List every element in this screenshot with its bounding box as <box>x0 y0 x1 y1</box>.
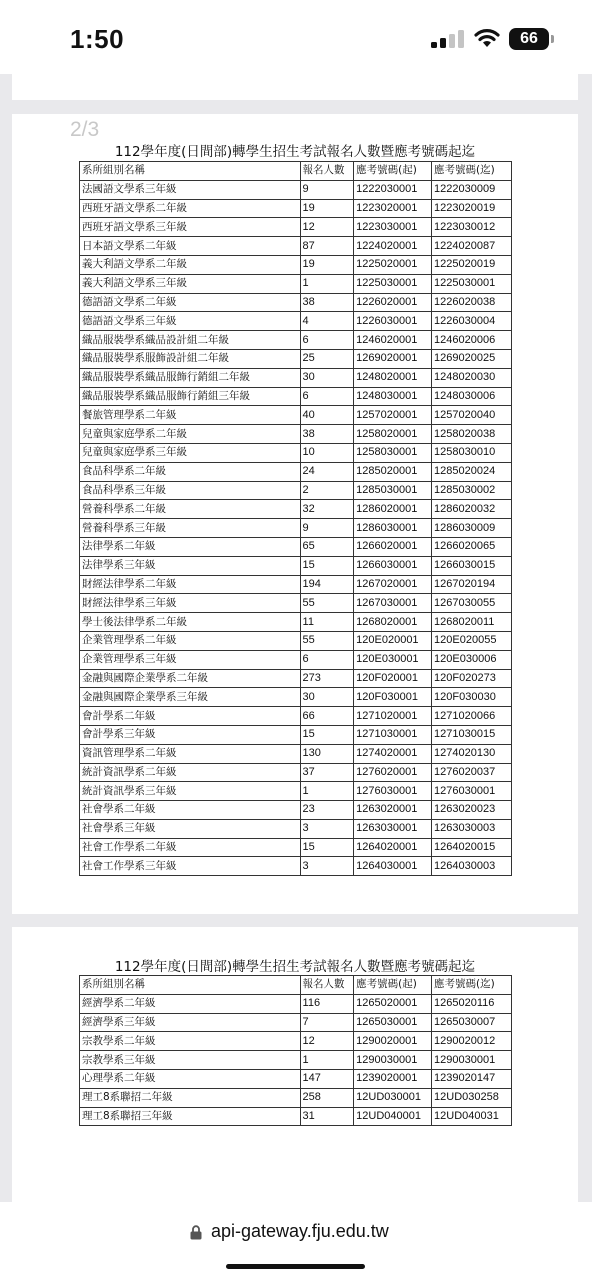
table-cell: 120E020001 <box>354 631 432 650</box>
table-cell: 55 <box>300 631 354 650</box>
home-indicator[interactable] <box>226 1264 365 1269</box>
table-cell: 120F030001 <box>354 688 432 707</box>
table-cell: 258 <box>300 1088 354 1107</box>
cellular-signal-icon <box>431 30 465 48</box>
table-cell: 法國語文學系三年級 <box>80 180 301 199</box>
table-row <box>80 368 512 387</box>
table-cell: 55 <box>300 594 354 613</box>
table-cell: 營養科學系三年級 <box>80 519 301 538</box>
table-row <box>80 519 512 538</box>
pdf-page-1-bottom <box>12 74 578 100</box>
table-row <box>80 218 512 237</box>
table-row <box>80 1013 512 1032</box>
table-row <box>80 349 512 368</box>
table-cell: 企業管理學系三年級 <box>80 650 301 669</box>
registration-table-body <box>80 162 512 876</box>
table-cell: 1225020001 <box>354 255 432 274</box>
table-cell: 1276020037 <box>432 763 512 782</box>
column-header: 系所組別名稱 <box>80 976 301 995</box>
table-cell: 1 <box>300 274 354 293</box>
table-cell: 1258030001 <box>354 443 432 462</box>
table-cell: 織品服裝學系服飾設計組二年級 <box>80 349 301 368</box>
table-row <box>80 199 512 218</box>
table-cell: 10 <box>300 443 354 462</box>
table-row <box>80 425 512 444</box>
table-cell: 1265020001 <box>354 994 432 1013</box>
table-cell: 1223030001 <box>354 218 432 237</box>
table-cell: 1257020001 <box>354 406 432 425</box>
table-cell: 1222030009 <box>432 180 512 199</box>
table-cell: 社會學系二年級 <box>80 801 301 820</box>
table-cell: 3 <box>300 857 354 876</box>
table-row <box>80 180 512 199</box>
table-cell: 1286030001 <box>354 519 432 538</box>
table-cell: 兒童與家庭學系三年級 <box>80 443 301 462</box>
table-row <box>80 537 512 556</box>
table-cell: 11 <box>300 613 354 632</box>
table-row <box>80 1032 512 1051</box>
table-cell: 19 <box>300 199 354 218</box>
table-cell: 15 <box>300 556 354 575</box>
table-row <box>80 575 512 594</box>
table-row <box>80 631 512 650</box>
table-cell: 1226030001 <box>354 312 432 331</box>
table-cell: 32 <box>300 500 354 519</box>
table-cell: 1263020001 <box>354 801 432 820</box>
table-cell: 37 <box>300 763 354 782</box>
table-cell: 餐旅管理學系二年級 <box>80 406 301 425</box>
table-cell: 1271020066 <box>432 707 512 726</box>
table-cell: 1224020087 <box>432 237 512 256</box>
table-cell: 1226020038 <box>432 293 512 312</box>
table-cell: 1225020019 <box>432 255 512 274</box>
table-cell: 日本語文學系二年級 <box>80 237 301 256</box>
table-cell: 25 <box>300 349 354 368</box>
table-cell: 1267030001 <box>354 594 432 613</box>
table-cell: 1267020001 <box>354 575 432 594</box>
table-cell: 1263030001 <box>354 819 432 838</box>
table-cell: 西班牙語文學系三年級 <box>80 218 301 237</box>
table-cell: 1239020001 <box>354 1069 432 1088</box>
pdf-viewer[interactable] <box>0 74 592 1202</box>
table-cell: 食品科學系三年級 <box>80 481 301 500</box>
table-cell: 理工8系聯招二年級 <box>80 1088 301 1107</box>
table-cell: 西班牙語文學系二年級 <box>80 199 301 218</box>
registration-table <box>79 975 512 1126</box>
battery-icon <box>509 28 555 50</box>
table-row <box>80 994 512 1013</box>
table-row <box>80 1088 512 1107</box>
table-row <box>80 613 512 632</box>
table-cell: 1248020001 <box>354 368 432 387</box>
table-cell: 1 <box>300 782 354 801</box>
table-row <box>80 857 512 876</box>
table-cell: 金融與國際企業學系二年級 <box>80 669 301 688</box>
table-cell: 1264030003 <box>432 857 512 876</box>
table-cell: 23 <box>300 801 354 820</box>
pdf-page-3 <box>12 927 578 1202</box>
table-row <box>80 819 512 838</box>
table-cell: 120F020001 <box>354 669 432 688</box>
table-cell: 2 <box>300 481 354 500</box>
table-cell: 19 <box>300 255 354 274</box>
table-cell: 德語語文學系三年級 <box>80 312 301 331</box>
table-row <box>80 838 512 857</box>
registration-table-body <box>80 976 512 1126</box>
table-cell: 38 <box>300 293 354 312</box>
table-cell: 1248030001 <box>354 387 432 406</box>
table-cell: 38 <box>300 425 354 444</box>
table-row <box>80 293 512 312</box>
table-cell: 12UD040001 <box>354 1107 432 1126</box>
table-cell: 1265030007 <box>432 1013 512 1032</box>
table-cell: 1223020019 <box>432 199 512 218</box>
table-row <box>80 707 512 726</box>
table-cell: 1263030003 <box>432 819 512 838</box>
table-cell: 食品科學系二年級 <box>80 462 301 481</box>
table-cell: 1276030001 <box>432 782 512 801</box>
table-cell: 1258020038 <box>432 425 512 444</box>
table-row <box>80 406 512 425</box>
table-cell: 31 <box>300 1107 354 1126</box>
table-cell: 1225030001 <box>432 274 512 293</box>
table-row <box>80 744 512 763</box>
table-cell: 4 <box>300 312 354 331</box>
table-cell: 會計學系三年級 <box>80 725 301 744</box>
table-cell: 心理學系二年級 <box>80 1069 301 1088</box>
table-cell: 1222030001 <box>354 180 432 199</box>
table-cell: 40 <box>300 406 354 425</box>
table-row <box>80 312 512 331</box>
table-cell: 1226020001 <box>354 293 432 312</box>
table-cell: 織品服裝學系織品設計組二年級 <box>80 331 301 350</box>
table-cell: 120E030001 <box>354 650 432 669</box>
table-cell: 1285030001 <box>354 481 432 500</box>
battery-cap <box>551 35 554 43</box>
table-cell: 120F020273 <box>432 669 512 688</box>
table-cell: 1271030015 <box>432 725 512 744</box>
table-cell: 金融與國際企業學系三年級 <box>80 688 301 707</box>
table-cell: 1290020012 <box>432 1032 512 1051</box>
table-cell: 1286020032 <box>432 500 512 519</box>
column-header: 報名人數 <box>300 976 354 995</box>
table-cell: 9 <box>300 180 354 199</box>
table-cell: 1276030001 <box>354 782 432 801</box>
table-cell: 1266020001 <box>354 537 432 556</box>
table-cell: 24 <box>300 462 354 481</box>
table-cell: 宗教學系三年級 <box>80 1051 301 1070</box>
table-cell: 經濟學系二年級 <box>80 994 301 1013</box>
table-cell: 130 <box>300 744 354 763</box>
table-cell: 1246020006 <box>432 331 512 350</box>
table-cell: 12UD030001 <box>354 1088 432 1107</box>
table-cell: 1271030001 <box>354 725 432 744</box>
table-row <box>80 650 512 669</box>
table-cell: 1266020065 <box>432 537 512 556</box>
table-row <box>80 387 512 406</box>
column-header: 應考號碼(迄) <box>432 162 512 181</box>
table-cell: 1223020001 <box>354 199 432 218</box>
table-cell: 147 <box>300 1069 354 1088</box>
table-cell: 統計資訊學系二年級 <box>80 763 301 782</box>
table-cell: 1290030001 <box>354 1051 432 1070</box>
table-cell: 統計資訊學系三年級 <box>80 782 301 801</box>
column-header: 應考號碼(迄) <box>432 976 512 995</box>
pdf-page-2 <box>12 114 578 914</box>
table-cell: 1223030012 <box>432 218 512 237</box>
table-row <box>80 1051 512 1070</box>
table-cell: 12 <box>300 1032 354 1051</box>
table-cell: 1239020147 <box>432 1069 512 1088</box>
table-cell: 兒童與家庭學系二年級 <box>80 425 301 444</box>
table-cell: 1285020001 <box>354 462 432 481</box>
column-header: 應考號碼(起) <box>354 976 432 995</box>
table-cell: 6 <box>300 331 354 350</box>
table-row <box>80 274 512 293</box>
table-cell: 1266030001 <box>354 556 432 575</box>
table-cell: 1265030001 <box>354 1013 432 1032</box>
table-cell: 1248030006 <box>432 387 512 406</box>
table-cell: 120E020055 <box>432 631 512 650</box>
table-row <box>80 763 512 782</box>
table-row <box>80 255 512 274</box>
table-cell: 1246020001 <box>354 331 432 350</box>
table-cell: 15 <box>300 725 354 744</box>
table-header-row <box>80 162 512 181</box>
table-cell: 1274020001 <box>354 744 432 763</box>
table-cell: 德語語文學系二年級 <box>80 293 301 312</box>
table-cell: 1285030002 <box>432 481 512 500</box>
table-row <box>80 688 512 707</box>
table-cell: 7 <box>300 1013 354 1032</box>
table-row <box>80 500 512 519</box>
table-cell: 經濟學系三年級 <box>80 1013 301 1032</box>
table-row <box>80 801 512 820</box>
table-cell: 1286020001 <box>354 500 432 519</box>
table-cell: 學士後法律學系二年級 <box>80 613 301 632</box>
registration-table <box>79 161 512 876</box>
table-cell: 織品服裝學系織品服飾行銷組三年級 <box>80 387 301 406</box>
table-cell: 120E030006 <box>432 650 512 669</box>
document-title: 112學年度(日間部)轉學生招生考試報名人數暨應考號碼起迄 <box>114 144 476 160</box>
table-cell: 6 <box>300 650 354 669</box>
table-cell: 1258030010 <box>432 443 512 462</box>
table-cell: 1263020023 <box>432 801 512 820</box>
table-row <box>80 237 512 256</box>
table-cell: 30 <box>300 688 354 707</box>
table-cell: 1264020015 <box>432 838 512 857</box>
table-cell: 1269020025 <box>432 349 512 368</box>
table-cell: 1274020130 <box>432 744 512 763</box>
table-cell: 1269020001 <box>354 349 432 368</box>
table-cell: 15 <box>300 838 354 857</box>
page-indicator: 2/3 <box>70 118 100 141</box>
table-cell: 資訊管理學系二年級 <box>80 744 301 763</box>
table-cell: 66 <box>300 707 354 726</box>
table-row <box>80 443 512 462</box>
table-cell: 1 <box>300 1051 354 1070</box>
table-row <box>80 594 512 613</box>
column-header: 應考號碼(起) <box>354 162 432 181</box>
table-cell: 企業管理學系二年級 <box>80 631 301 650</box>
table-cell: 1224020001 <box>354 237 432 256</box>
status-bar <box>0 0 592 74</box>
table-cell: 1286030009 <box>432 519 512 538</box>
table-cell: 1290030001 <box>432 1051 512 1070</box>
table-cell: 義大利語文學系三年級 <box>80 274 301 293</box>
table-cell: 120F030030 <box>432 688 512 707</box>
table-row <box>80 331 512 350</box>
table-cell: 財經法律學系二年級 <box>80 575 301 594</box>
table-row <box>80 1107 512 1126</box>
wifi-icon <box>474 27 500 49</box>
table-cell: 1290020001 <box>354 1032 432 1051</box>
table-cell: 1266030015 <box>432 556 512 575</box>
table-cell: 12UD030258 <box>432 1088 512 1107</box>
table-cell: 1248020030 <box>432 368 512 387</box>
table-cell: 法律學系二年級 <box>80 537 301 556</box>
lock-icon <box>190 1225 202 1240</box>
table-cell: 1265020116 <box>432 994 512 1013</box>
table-cell: 30 <box>300 368 354 387</box>
table-cell: 12UD040031 <box>432 1107 512 1126</box>
table-row <box>80 725 512 744</box>
table-cell: 1225030001 <box>354 274 432 293</box>
table-cell: 1264020001 <box>354 838 432 857</box>
table-cell: 194 <box>300 575 354 594</box>
table-row <box>80 669 512 688</box>
document-title: 112學年度(日間部)轉學生招生考試報名人數暨應考號碼起迄 <box>114 959 476 975</box>
table-cell: 12 <box>300 218 354 237</box>
table-cell: 65 <box>300 537 354 556</box>
table-cell: 1267030055 <box>432 594 512 613</box>
table-cell: 9 <box>300 519 354 538</box>
table-cell: 義大利語文學系二年級 <box>80 255 301 274</box>
table-cell: 營養科學系二年級 <box>80 500 301 519</box>
table-row <box>80 782 512 801</box>
browser-address-bar[interactable] <box>0 1202 592 1280</box>
table-cell: 1258020001 <box>354 425 432 444</box>
table-cell: 3 <box>300 819 354 838</box>
table-cell: 會計學系二年級 <box>80 707 301 726</box>
table-cell: 273 <box>300 669 354 688</box>
table-cell: 1268020011 <box>432 613 512 632</box>
table-row <box>80 462 512 481</box>
table-cell: 6 <box>300 387 354 406</box>
table-cell: 1264030001 <box>354 857 432 876</box>
status-time: 1:50 <box>70 24 125 54</box>
column-header: 系所組別名稱 <box>80 162 301 181</box>
address-url[interactable]: api-gateway.fju.edu.tw <box>211 1221 389 1241</box>
table-row <box>80 1069 512 1088</box>
table-cell: 1268020001 <box>354 613 432 632</box>
table-cell: 宗教學系二年級 <box>80 1032 301 1051</box>
table-cell: 1276020001 <box>354 763 432 782</box>
table-cell: 1257020040 <box>432 406 512 425</box>
table-cell: 理工8系聯招三年級 <box>80 1107 301 1126</box>
table-cell: 116 <box>300 994 354 1013</box>
table-cell: 1271020001 <box>354 707 432 726</box>
table-cell: 87 <box>300 237 354 256</box>
table-row <box>80 556 512 575</box>
table-cell: 財經法律學系三年級 <box>80 594 301 613</box>
battery-level: 66 <box>520 30 538 47</box>
table-cell: 社會工作學系三年級 <box>80 857 301 876</box>
table-cell: 社會學系三年級 <box>80 819 301 838</box>
table-header-row <box>80 976 512 995</box>
table-cell: 法律學系三年級 <box>80 556 301 575</box>
table-cell: 社會工作學系二年級 <box>80 838 301 857</box>
table-cell: 織品服裝學系織品服飾行銷組二年級 <box>80 368 301 387</box>
table-row <box>80 481 512 500</box>
table-cell: 1285020024 <box>432 462 512 481</box>
table-cell: 1226030004 <box>432 312 512 331</box>
table-cell: 1267020194 <box>432 575 512 594</box>
column-header: 報名人數 <box>300 162 354 181</box>
